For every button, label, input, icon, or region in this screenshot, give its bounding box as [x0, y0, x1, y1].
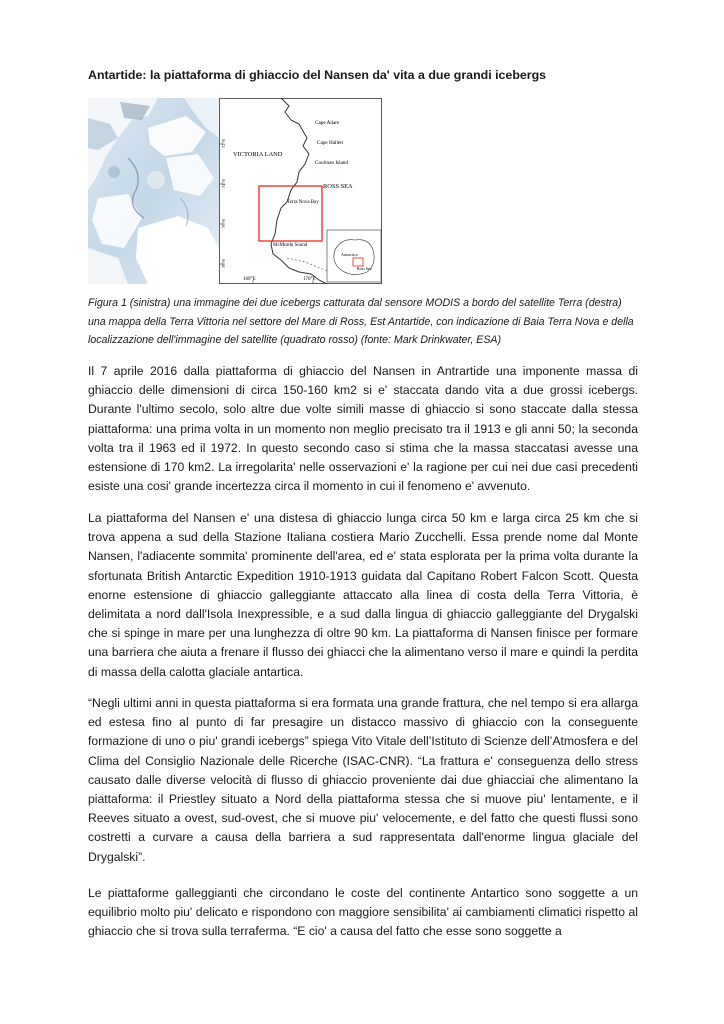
label-cape-hallett: Cape Hallett — [317, 140, 344, 146]
label-antarctica: Antarctica — [341, 252, 358, 257]
paragraph-2: La piattaforma del Nansen e' una distesa di ghiaccio lunga circa 50 km e larga circa 25 km che si trova appena a sud della Stazione Italiana costiera Mario Zucchelli. Essa prende nome dal Monte Nansen, l'adiacente sommita' prominente dell'area, ed e' stata esplorata per la prima volta durante la sfortunata British Antarctic Expedition 1910-1913 guidata dal Capitano Robert Falcon Scott. Questa enorne estensione di ghiaccio galleggiante attaccato alla linea di costa della Terra Vittoria, è delimitata a nord dall'Isola Inexpressible, e a sud dalla lingua di ghiaccio galleggiante del Drygalski che si spinge in mare per una lunghezza di oltre 90 km. La piattaforma di Nansen finisce per formare una barriera che aiuta a frenare il flusso dei ghiacci che la alimentano verso il mare e quindi la perdita di massa della calotta glaciale antartica. — [88, 511, 638, 679]
figure — [88, 98, 382, 284]
label-cape-adare: Cape Adare — [315, 120, 340, 126]
label-ross-sea: ROSS SEA — [323, 183, 353, 190]
label-terra-nova-bay: Terra Nova Bay — [287, 200, 319, 205]
paragraph-1: Il 7 aprile 2016 dalla piattaforma di ghiaccio del Nansen in Antrartide una imponente massa di ghiaccio delle dimensioni di circa 150-160 km2 si e' staccata dando vita a due grossi icebergs. Durante l'ultimo secolo, solo altre due volte simili masse di ghiaccio si sono staccate dalla stessa piattaforma: una prima volta in un momento non meglio precisato tra il 1913 e gli anni 50; la seconda volta tra il 1963 ed il 1972. In questo secondo caso si stima che la massa staccatasi avesse una estensione di 170 km2. La irregolarita' nelle osservazioni e' la ragione per cui nei due casi precedenti esiste una cosi' grande incertezza circa il momento in cui il fenomeno e' avvenuto. — [88, 364, 638, 494]
map-victoria-land — [219, 98, 382, 284]
figure-caption: Figura 1 (sinistra) una immagine dei due icebergs catturata dal sensore MODIS a bordo del satellite Terra (destra) una mappa della Terra Vittoria nel settore del Mare di Ross, Est Antartide, con indicazione di Baia Terra Nova e della localizzazione dell'immagine del satellite (quadrato rosso) (fonte: Mark Drinkwater, ESA) — [88, 297, 634, 346]
label-lon-160: 160°E — [243, 277, 256, 282]
label-lat-78: 78°S — [221, 259, 226, 268]
label-lat-76: 76°S — [221, 219, 226, 228]
paragraph-3: “Negli ultimi anni in questa piattaforma si era formata una grande frattura, che nel tempo si era allarga ed estesa fino al punto di far presagire un distacco massivo di ghiaccio con la conseguente formazione di uno o piu' grandi icebergs” spiega Vito Vitale dell’Istituto di Scienze dell’Atmosfera e del Clima del Consiglio Nazionale delle Ricerche (ISAC-CNR). “La frattura e' conseguenza dello stress causato dalle diverse velocità di flusso di ghiaccio proveniente dai due ghiacciai che alimentano la piattaforma: il Priestley situato a Nord della piattaforma stessa che si muove piu' lentamente, e il Reeves situato a ovest, sud-ovest, che si muove piu' velocemente, e del fatto che questi flussi sono costretti a curvare a causa della barriera a sud rappresentata dall'enorme lingua glaciale del Drygalski”. — [88, 696, 638, 864]
label-victoria-land: VICTORIA LAND — [233, 151, 283, 158]
document-title: Antartide: la piattaforma di ghiaccio del Nansen da' vita a due grandi icebergs — [88, 68, 547, 82]
label-lat-72: 72°S — [221, 139, 226, 148]
label-lon-170: 170°E — [303, 277, 316, 282]
paragraph-4: Le piattaforme galleggianti che circondano le coste del continente Antartico sono soggette a un equilibrio molto piu' delicato e rispondono con maggiore sensibilita' ai cambiamenti climatici rispetto al ghiaccio che si trova sulla terraferma. “E cio' a causa del fatto che esse sono soggette a — [88, 886, 638, 939]
label-lat-74: 74°S — [221, 179, 226, 188]
label-mcmurdo-sound: McMurdo Sound — [273, 243, 308, 248]
label-coulman-island: Coulman Island — [315, 160, 348, 166]
satellite-image — [88, 98, 219, 284]
label-ross-sea-inset: Ross Sea — [357, 266, 372, 271]
